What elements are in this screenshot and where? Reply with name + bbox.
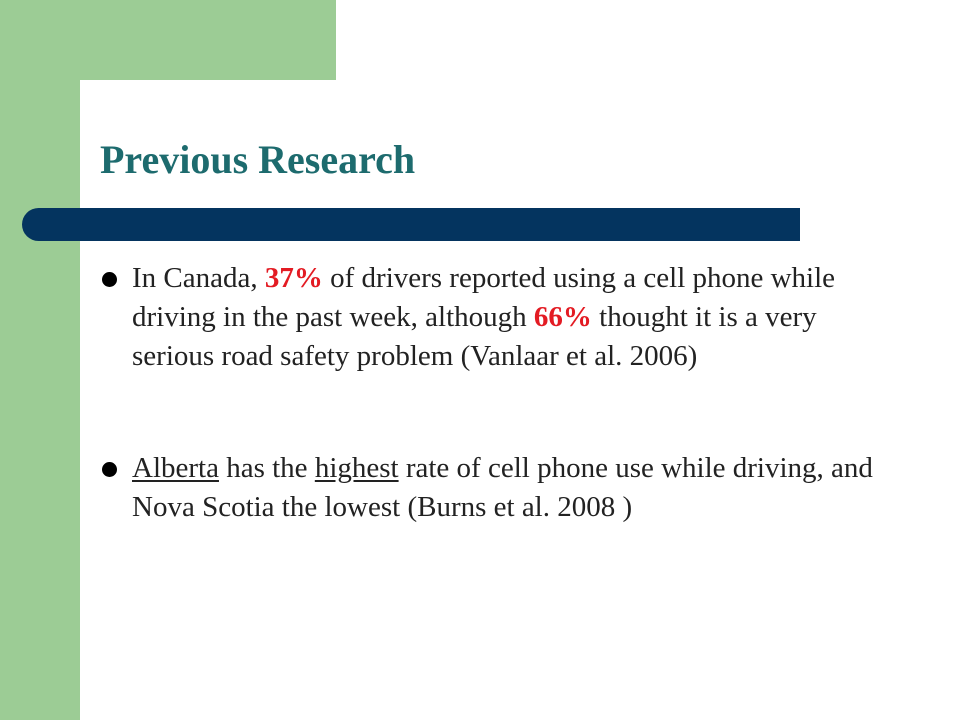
bullet-dot-icon (102, 462, 117, 477)
bullet-text: In Canada, (132, 262, 265, 294)
bullet-text: has the (218, 452, 315, 484)
underlined-highest: highest (314, 452, 399, 484)
bullet-item-canada (132, 259, 902, 376)
stat-37-percent: 37% (264, 262, 323, 294)
slide-title: Previous Research (100, 137, 416, 182)
bullet-text: thought it is a very serious road safety problem (Vanlaar et al. 2006) (132, 301, 817, 372)
green-side-band (0, 0, 80, 720)
green-top-band (0, 0, 336, 80)
bullet-item-alberta (132, 449, 902, 527)
bullet-dot-icon (102, 272, 117, 287)
title-underline-bar (22, 208, 800, 241)
bullet-text: rate of cell phone use while driving, and Nova Scotia the lowest (Burns et al. 2008 ) (132, 452, 873, 523)
underlined-alberta: Alberta (132, 452, 219, 484)
stat-66-percent: 66% (533, 301, 592, 333)
bullet-text: of drivers reported using a cell phone while driving in the past week, although (132, 262, 836, 333)
